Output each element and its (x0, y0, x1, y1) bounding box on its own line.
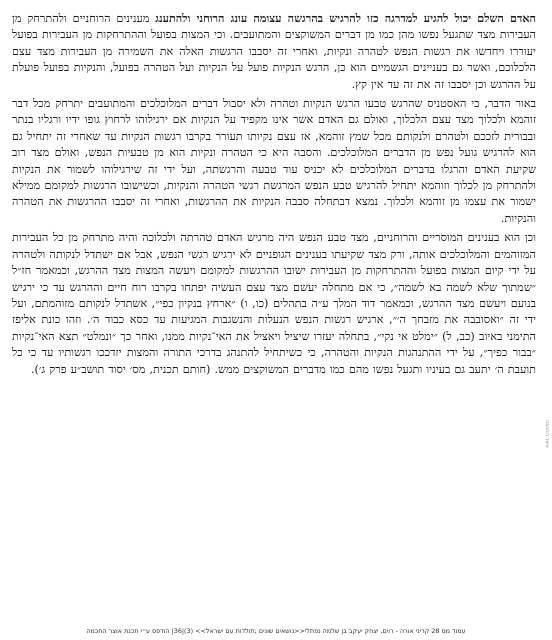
page-footer: עמוד מס 28 קריני אורה - רוים, יצחק יעקב בן שלמה נפתלי<<נושאים שונים ;תולדות עם ישראל>> (3)|36| הודפס ע״י תכנת אוצר החכמה (86, 627, 466, 635)
paragraph-2-text: באור הדבר, כי האסטניס שהרגש טבעו הרגש הנקיות וטהרה ולא יסבול דברים המלוכלכים והמתועבים יתרחק מכל דבר זוהמא ולכלוך מצד עצם הלכלוך, ואולם גם האדם אשר אינו מקפיד על הנקיות אם ירגילוהו לרחוץ גופו ידיו ורגליו בנתר ובבורית לזככם ולטהרם ולנקותם מכל שמץ זוהמא, אז עצם נקיותו תעורר בקרבו רגשות הנקיות עד שאחרי זה יתחיל גם הוא להרגיש גועל נפש מן הדברים המלוכלכים. והסבה היא כי הטהרה ונקיות הוא מן טבעיות הנפש, ואולם מצד רוב שקיעת האדם והרגלו בדברים המלוכלכים לא יכניס עוד טבעה והרגשתה, ועל ידי זה שירגילוהו לשמור את הנקיות ולהתרחק מן לכלוך וזוהמא יתחיל להרגיש טבע הנפש המרגשת רגשי הטהרה והנקיות, וכשישובו הרגשות למקומם ממילא ישמור את עצמו מן זוהמא ולכלוך. נמצא דבתחלה סבבה הנקיות את ההרגשות, ואחרי זה יסבבו ההרגשות את הטהרה והנקיות. (12, 97, 536, 225)
paragraph-1-lead: האדם השלם יכול להגיע למדרגה כזו להרגיש בהרגשה עצומה עונג הרוחני ולהתענג (155, 11, 536, 25)
paragraph-1 (12, 10, 536, 93)
paragraph-3 (12, 230, 536, 378)
paragraph-2 (12, 96, 536, 227)
paragraph-3-text: וכן הוא בענינים המוסריים והרוחניים, מצד טבע הנפש היה מרגיש האדם טהרתה ולכלוכה והיה מתרחק מן כל העבירות המזוהמים והמלוכלכים אותה, ורק מצד שקיעתו בענינים הגופניים לא ירגיש רגשי הנפש, אבל אם ישתדל לנקותה ולטהרה על ידי קיום המצות בפועל וההתרחקות מן העבירות ישובו ההרגשות למקומם ויעשה המצות מצד ההרגש, וכמאמר חז״ל ״שמתוך שלא לשמה בא לשמה״, כי אם מתחלה יעשם מצד עצם העשיה יפתחו בקרבו רוח חיים וההרגש עד כי ירגיש בנועם ויעשם מצד ההרגש, וכמאמר דוד המלך ע״ה בתהלים (כו, ו) ״ארחץ בנקיון כפי״, אשתדל לנקותם מזוהמתם, ועל ידי זה ״ואסובבה את מזבחך ה׳״, ארגיש רגשות הנפש הנעלות והנשגבות המגיעות עד כסא כבוד ה׳. וזהו כונת אליפז התימני באיוב (כב, ל) ״ימלט אי נקי״, בתחלה יעזרו שיציל ויאציל את האי־נקיות ממנו, ואחר כך ״ונמלט״ תצא האי־נקיות ״בבור כפיך״, על ידי ההתנהגות הנקיות והטהרה, כי כשיתחיל להתנהג בדרכי התורה והמצות יזדככו רגשותיו עד כי כל תועבת ה׳ יתעב גם בעיניו ותגעל נפשו מהם כמו מדברים המשוקצים ממש. (חותם תכנית, מס׳ יסוד תושב״ע פרק ג׳). (12, 231, 536, 376)
edge-watermark: אוצר החכמה (544, 420, 550, 448)
paragraph-1-text: מענינים הרוחניים ולהתרחק מן העבירות מצד שתגעל נפשו מהן כמו מן דברים המשוקצים והמתועבים. וכי המצות בפועל וההתרחקות מן העבירות בפועל יעוררו ויחדשו את רגשות הנפש לטהרה ונקיות, ואחרי זה יסבבו הרגשות האלה את השמירה מן העבירות מצד עצם הלכלוכם, ואשר גם בעניינים הגשמיים הוא כן, הרגש הנקיות פועל על הנקיות ועל הטהרה בפועל, והנקיות בפועל פועלת על ההרגש וכן יסבבו זה את זה עד אין קץ. (12, 12, 536, 91)
